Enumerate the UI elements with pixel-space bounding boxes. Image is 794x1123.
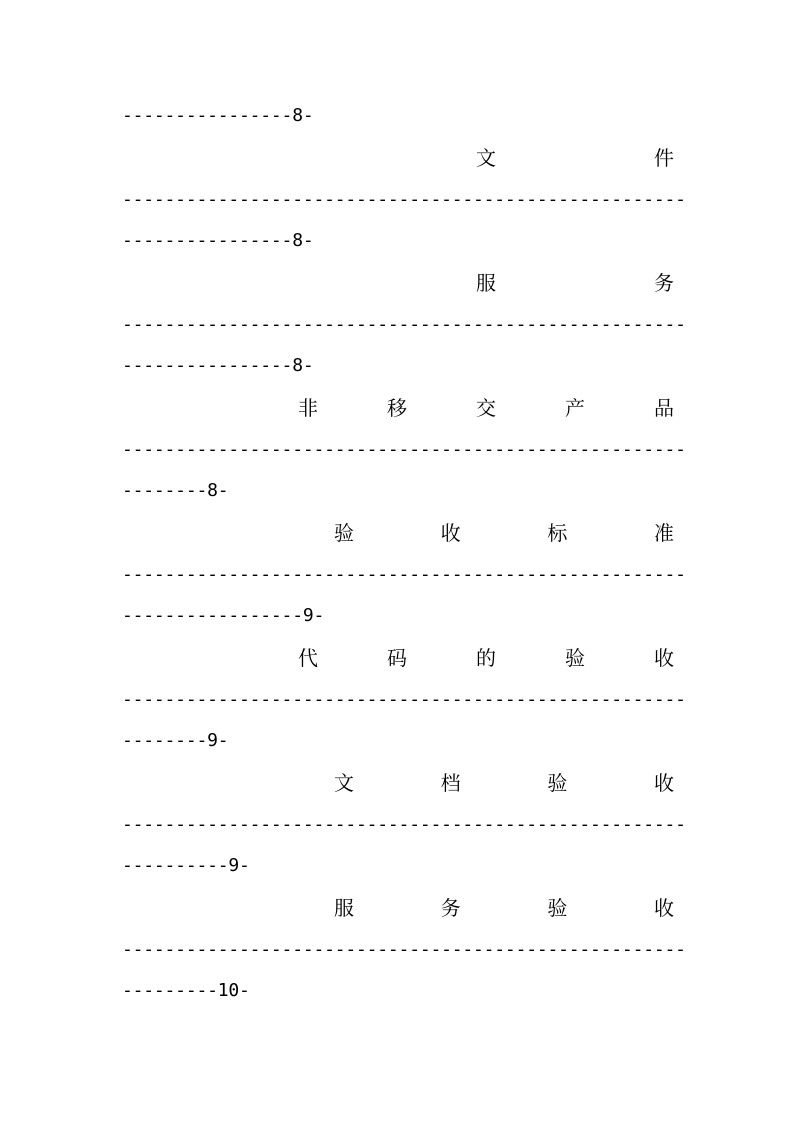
toc-title-char: 准 [653,521,674,545]
toc-title-char: 品 [654,396,674,420]
toc-leader-line: ----------------------------------------------------- [122,314,686,335]
toc-leader-line: ----------------8- [122,105,314,126]
toc-entry-title[interactable] [122,521,674,545]
toc-title-char: 收 [653,896,674,920]
toc-title-char: 验 [334,521,354,545]
toc-title-char: 的 [476,646,496,670]
toc-leader-line: ---------10- [122,980,250,1001]
toc-entry-title[interactable] [122,771,674,795]
toc-entry-title[interactable] [122,896,674,920]
toc-title-char: 验 [547,896,568,920]
toc-title-char: 验 [565,646,585,670]
toc-title-char: 务 [654,271,674,295]
toc-title-char: 代 [298,646,318,670]
toc-leader-line: ----------------------------------------------------- [122,189,686,210]
toc-title-char: 文 [476,146,496,170]
toc-title-char: 服 [476,271,496,295]
toc-leader-line: ----------------8- [122,230,314,251]
toc-title-char: 移 [387,396,407,420]
toc-leader-line: --------8- [122,480,229,501]
toc-title-char: 服 [334,896,354,920]
toc-title-char: 收 [440,521,461,545]
toc-title-char: 务 [440,896,461,920]
toc-leader-line: ----------------8- [122,355,314,376]
toc-leader-line: ----------------------------------------------------- [122,689,686,710]
toc-leader-line: -----------------9- [122,605,325,626]
toc-title-char: 产 [565,396,585,420]
toc-leader-line: ----------------------------------------------------- [122,439,686,460]
toc-entry-title[interactable] [122,146,674,170]
toc-title-char: 非 [298,396,318,420]
toc-leader-line: ----------------------------------------------------- [122,564,686,585]
toc-title-char: 档 [440,771,461,795]
toc-title-char: 交 [476,396,496,420]
toc-entry-title[interactable] [122,271,674,295]
toc-entry-title[interactable] [122,646,674,670]
toc-title-char: 收 [653,771,674,795]
toc-leader-line: ----------------------------------------------------- [122,814,686,835]
toc-title-char: 标 [547,521,568,545]
toc-title-char: 文 [334,771,354,795]
toc-leader-line: ----------------------------------------------------- [122,939,686,960]
toc-title-char: 验 [547,771,568,795]
toc-title-char: 码 [387,646,407,670]
toc-title-char: 件 [654,146,674,170]
toc-entry-title[interactable] [122,396,674,420]
toc-leader-line: ----------9- [122,855,250,876]
toc-leader-line: --------9- [122,730,229,751]
toc-title-char: 收 [654,646,674,670]
